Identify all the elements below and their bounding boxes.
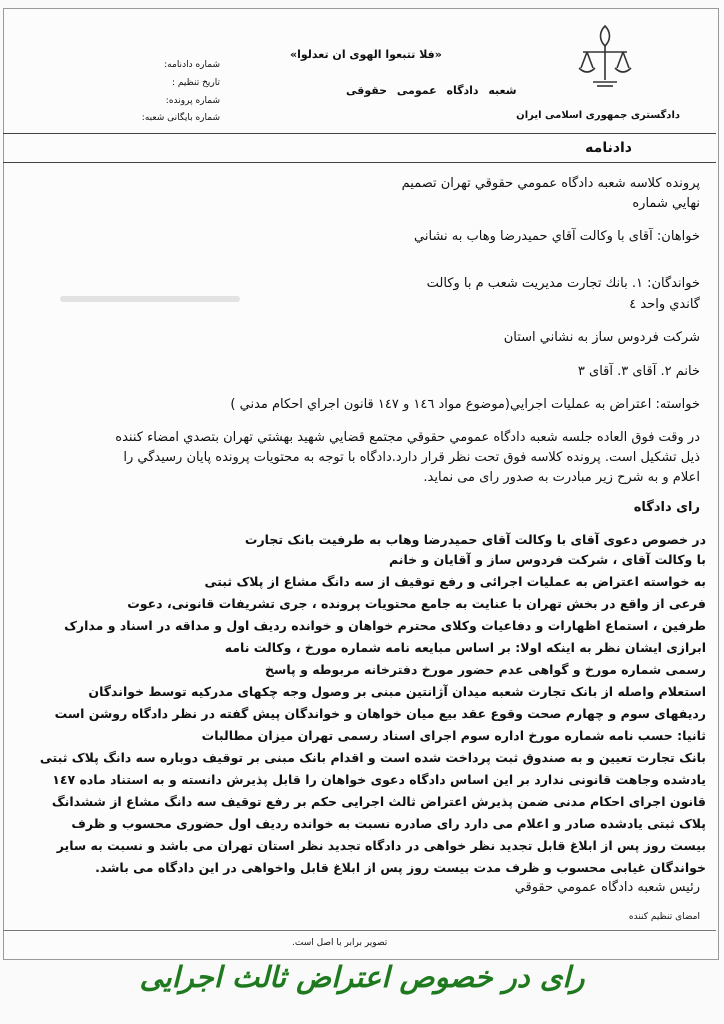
ruling-line: فرعی از واقع در بخش تهران با عنایت به جامع محتویات پرونده ، جری تشریفات قانونی، دعوت (127, 596, 706, 611)
defendants-line-1: خواندگان: ۱. بانك تجارت مديريت شعب م با وكالت (426, 276, 700, 291)
ruling-line: بیست روز پس از ابلاغ قابل تجدید نظر خواهی در دادگاه تجدید نظر استان تهران می باشد و نسبت به سایر (56, 838, 706, 853)
iran-judiciary-emblem-icon (575, 22, 635, 92)
session-line-3: اعلام و به شرح زير مبادرت به صدور راى مى نمايد. (423, 470, 700, 485)
case-line-2: نهايي شماره (632, 196, 700, 211)
title-divider-bottom (3, 162, 716, 163)
ruling-line: به خواسته اعتراض به عملیات اجرائی و رفع توقیف از سه دانگ مشاع از پلاک ثبتی (204, 574, 706, 589)
plaintiff-line: خواهان: آقای با وكالت آقاي حميدرضا وهاب به نشاني (414, 229, 700, 244)
branch-heading: شعبه دادگاه عمومی حقوقی (346, 84, 517, 97)
judge-line: رئيس شعبه دادگاه عمومي حقوقي (514, 880, 700, 895)
quran-verse: «فلا تتبعوا الهوى ان تعدلوا» (290, 48, 442, 61)
ruling-line: خواندگان غیابی محسوب و ظرف مدت بیست روز پس از ابلاغ قابل واخواهی در این دادگاه می باشد. (95, 860, 706, 875)
signer-label: امضای تنظیم کننده (628, 912, 700, 922)
ruling-line: طرفین ، استماع اظهارات و دفاعیات وکلای محترم خواهان و خوانده ردیف اول و مداقه در اسناد و مدارک (64, 618, 706, 633)
judiciary-title: دادگستری جمهوری اسلامی ایران (516, 110, 680, 121)
ruling-line: در خصوص دعوی آقای با وكالت آقای حمیدرضا وهاب به طرفیت بانک تجارت (244, 532, 706, 547)
ruling-line: استعلام واصله از بانک تجارت شعبه میدان آژانتین مبنی بر وصول وجه چکهای مدرکیه توسط خواندگان (88, 684, 706, 699)
ruling-line: با وکالت آقای ، شرکت فردوس ساز و آقایان و خانم (388, 552, 706, 567)
case-line: پرونده کلاسه شعبه دادگاه عمومي حقوقي تهران تصميم (401, 176, 700, 191)
defendants-line-3: شركت فردوس ساز به نشاني استان (503, 330, 700, 345)
ruling-line: قانون اجرای احکام مدنی ضمن پذیرش اعتراض ثالث اجرایی حکم بر رفع توقیف سه دانگ مشاع از ششدانگ (51, 794, 706, 809)
copy-certification: تصویر برابر با اصل است. (292, 938, 388, 948)
meta-case-number: شماره پرونده: (165, 96, 220, 106)
ruling-line: پلاک ثبتی یادشده صادر و اعلام می دارد رای صادره نسبت به خوانده ردیف اول حضوری محسوب و ظرف (71, 816, 706, 831)
ruling-line: ابرازی ایشان نظر به اینکه اولا: بر اساس مبایعه نامه شماره مورخ ، وکالت نامه (224, 640, 706, 655)
ruling-line: یادشده وجاهت قانونی ندارد بر این اساس دادگاه دعوی خواهان را قابل پذیرش دانسته و به استناد ماده ۱٤۷ (52, 772, 706, 787)
ruling-line: ثانیا: حسب نامه شماره مورخ اداره سوم اجرای اسناد رسمی تهران میزان مطالبات (201, 728, 706, 743)
request-line: خواسته: اعتراض به عمليات اجرايي(موضوع مواد ۱٤٦ و ۱٤٧ قانون اجراي احكام مدني ) (230, 397, 700, 412)
footer-divider (3, 930, 716, 931)
caption-banner: رای در خصوص اعتراض ثالث اجرایی (139, 960, 585, 994)
session-line-2: ذيل تشكيل است. پرونده كلاسه فوق تحت نظر قرار دارد.دادگاه با توجه به محتويات پرونده پايان رسيدگي را (123, 450, 700, 465)
document-title: دادنامه (585, 140, 632, 156)
meta-verdict-number: شماره دادنامه: (164, 60, 220, 70)
defendants-line-4: خانم ۲. آقای ۳. آقای ۳ (577, 364, 700, 379)
ruling-line: رسمی شماره مورخ و گواهی عدم حضور مورخ دفترخانه مربوطه و پاسخ (265, 662, 706, 677)
meta-issue-date: تاریخ تنظیم : (172, 78, 220, 88)
ruling-line: بانک تجارت تعیین و به صندوق ثبت پرداخت شده است و اقدام بانک مبنی بر توقیف دوباره سه دانگ پلاک ثبتی (39, 750, 706, 765)
verdict-heading: رای دادگاه (633, 500, 700, 515)
defendants-line-2: گاندي واحد ٤ (629, 297, 700, 312)
title-divider-top (3, 133, 716, 134)
redaction-mark (60, 296, 240, 302)
meta-archive-number: شماره بایگانی شعبه: (141, 113, 220, 123)
session-line-1: در وقت فوق العاده جلسه شعبه دادگاه عمومي حقوقي مجتمع قضايي شهيد بهشتي تهران بتصدي امضاء كننده (115, 430, 700, 445)
ruling-line: ردیفهای سوم و چهارم صحت وقوع عقد بیع میان خواهان و خواندگان پیش گفته در نظر دادگاه روشن است (54, 706, 706, 721)
